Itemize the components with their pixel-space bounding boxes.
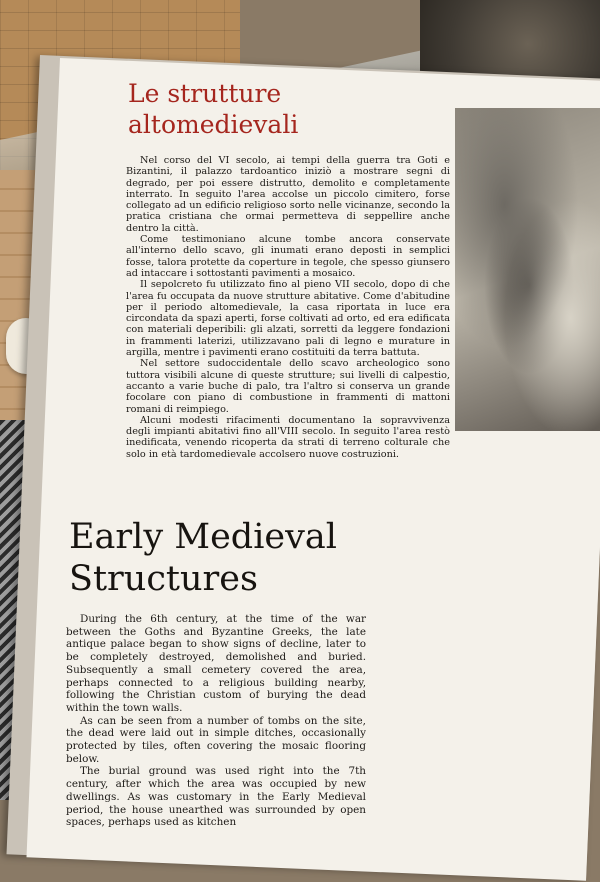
english-paragraph: As can be seen from a number of tombs on the site, the dead were laid out in simple ditches, occasionally protected by tiles, often covering the mosaic flooring below.	[66, 714, 366, 765]
italian-paragraph: Nel settore sudoccidentale dello scavo archeologico sono tuttora visibili alcune di queste strutture; sui livelli di calpestio, accanto a varie buche di palo, tra l'altro si conserva un grande focolare con piano di combustione in frammenti di mattoni romani di reimpiego.	[126, 358, 450, 415]
english-text	[66, 613, 366, 829]
italian-paragraph: Nel corso del VI secolo, ai tempi della guerra tra Goti e Bizantini, il palazzo tardoantico iniziò a mostrare segni di degrado, per poi essere distrutto, demolito e completamente interrato. In seguito l'area accolse un piccolo cimitero, forse collegato ad un edificio religioso sorto nelle vicinanze, secondo la pratica cristiana che ormai permetteva di seppellire anche dentro la città.	[126, 155, 450, 234]
panel-content	[60, 58, 600, 858]
italian-paragraph: Come testimoniano alcune tombe ancora conservate all'interno dello scavo, gli inumati erano deposti in semplici fosse, talora protette da coperture in tegole, che spesso giunsero ad intaccare i sottostanti pavimenti a mosaico.	[126, 234, 450, 279]
english-paragraph: The burial ground was used right into the 7th century, after which the area was occupied by new dwellings. As was customary in the Early Medieval period, the house unearthed was surrounded by open spaces, perhaps used as kitchen	[66, 765, 366, 829]
italian-paragraph: Alcuni modesti rifacimenti documentano la sopravvivenza degli impianti abitativi fino all'VIII secolo. In seguito l'area restò inedificata, venendo ricoperta da strati di terreno colturale che solo in età tardomedievale accolsero nuove costruzioni.	[126, 414, 450, 460]
italian-paragraph: Il sepolcreto fu utilizzato fino al pieno VII secolo, dopo di che l'area fu occupata da nuove strutture abitative. Come d'abitudine per il periodo altomedievale, la casa riportata in luce era circondata da spazi aperti, forse coltivati ad orto, ed era edificata con materiali deperibili: gli alzati, sorretti da leggere fondazioni in frammenti laterizi, utilizzavano pali di legno e murature in argilla, mentre i pavimenti erano costituiti da terra battuta.	[126, 279, 450, 359]
italian-title: Le strutture altomedievali	[128, 79, 299, 139]
italian-text	[126, 155, 450, 460]
english-paragraph: During the 6th century, at the time of the war between the Goths and Byzantine Greeks, the late antique palace began to show signs of decline, later to be completely destroyed, demolished and buried. Subsequently a small cemetery covered the area, perhaps connected to a religious building nearby, following the Christian custom of burying the dead within the town walls.	[66, 613, 366, 714]
excavation-photo	[455, 108, 600, 431]
info-panel	[26, 58, 600, 881]
english-title: Early Medieval Structures	[69, 517, 337, 599]
